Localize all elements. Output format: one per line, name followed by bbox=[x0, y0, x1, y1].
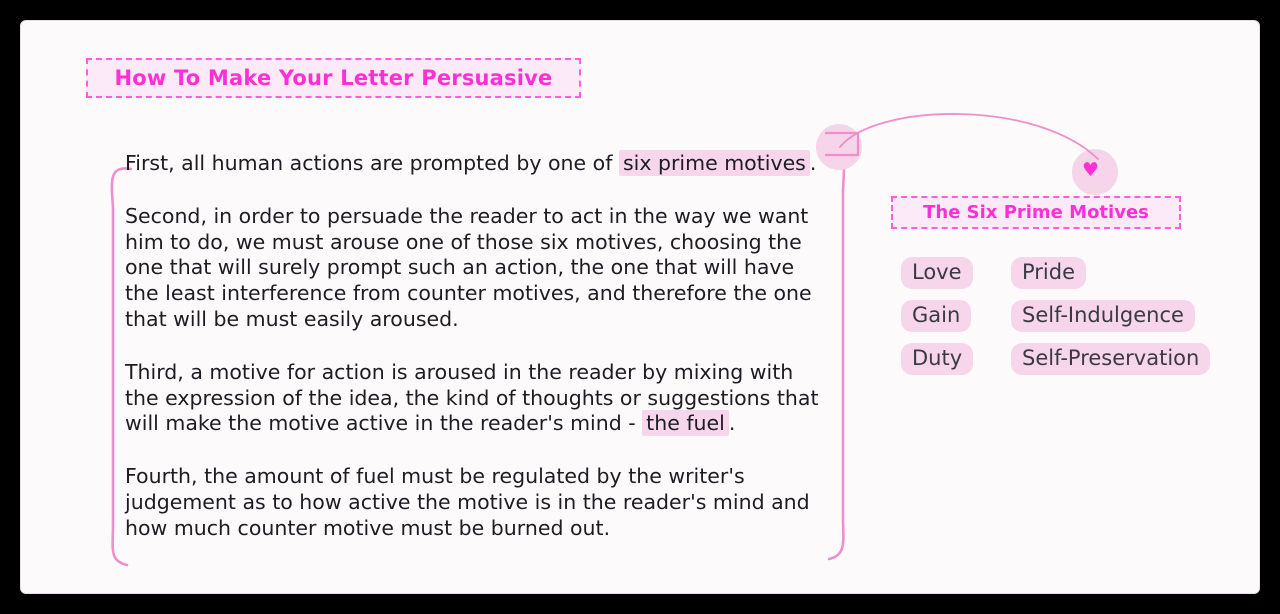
motives-row bbox=[901, 251, 1241, 294]
highlight-the-fuel: the fuel bbox=[642, 410, 729, 436]
paragraph-3 bbox=[125, 360, 825, 437]
motives-col-right bbox=[1011, 257, 1086, 289]
paragraph-2-text: Second, in order to persuade the reader to act in the way we want him to do, we must arouse one of those six motives, choosing the one that will surely prompt such an action, the one that will have the least interference from counter motives, and therefore the one that will be must easily aroused. bbox=[125, 203, 812, 331]
motive-chip: Gain bbox=[901, 300, 971, 332]
paragraph-4 bbox=[125, 464, 825, 541]
motive-chip: Self-Preservation bbox=[1011, 343, 1210, 375]
body-text bbox=[125, 151, 825, 542]
motives-list bbox=[901, 251, 1241, 380]
paragraph-1-text-b: . bbox=[809, 151, 817, 175]
page-title: How To Make Your Letter Persuasive bbox=[86, 58, 581, 98]
motive-chip: Pride bbox=[1011, 257, 1086, 289]
motives-col-right bbox=[1011, 300, 1195, 332]
document-canvas bbox=[20, 20, 1260, 594]
motive-chip: Self-Indulgence bbox=[1011, 300, 1195, 332]
motive-chip: Love bbox=[901, 257, 973, 289]
heart-icon: ♥ bbox=[1082, 159, 1100, 181]
paragraph-3-text-a: Third, a motive for action is aroused in the reader by mixing with the expression of the idea, the kind of thoughts or suggestions that will make the motive active in the reader's mind - bbox=[125, 359, 819, 436]
paragraph-1-text-a: First, all human actions are prompted by one of bbox=[125, 151, 619, 175]
paragraph-4-text: Fourth, the amount of fuel must be regulated by the writer's judgement as to how active the motive is in the reader's mind and how much counter motive must be burned out. bbox=[125, 464, 810, 540]
motives-col-left bbox=[901, 300, 1011, 332]
motives-panel-title: The Six Prime Motives bbox=[891, 196, 1181, 229]
motive-chip: Duty bbox=[901, 343, 973, 375]
motives-row bbox=[901, 294, 1241, 337]
connector-blob-left bbox=[816, 124, 862, 170]
paragraph-3-text-b: . bbox=[728, 411, 736, 436]
paragraph-2 bbox=[125, 204, 825, 333]
motives-col-left bbox=[901, 257, 1011, 289]
motives-row bbox=[901, 337, 1241, 380]
motives-col-left bbox=[901, 343, 1011, 375]
paragraph-1 bbox=[125, 151, 825, 177]
highlight-six-prime-motives: six prime motives bbox=[619, 150, 810, 176]
motives-col-right bbox=[1011, 343, 1210, 375]
